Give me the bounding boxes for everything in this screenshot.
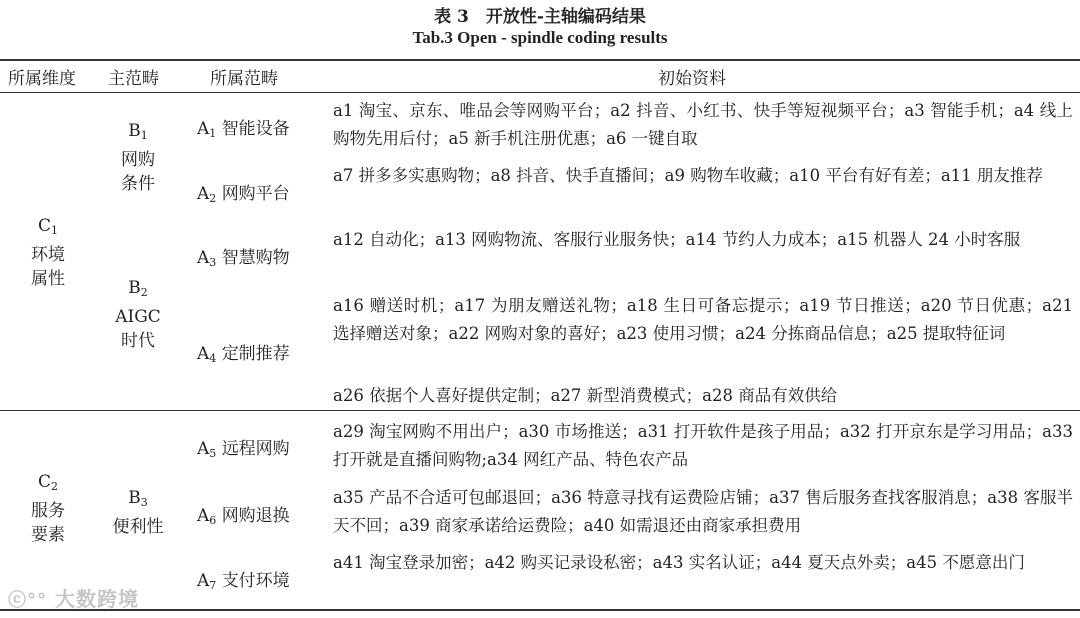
- header-category: 所属范畴: [210, 69, 278, 89]
- header-rule: [0, 92, 1080, 93]
- top-rule: [0, 59, 1080, 61]
- category-a6: $A_6$ 网购退换: [197, 506, 290, 527]
- raw-data-cell: a7 拼多多实惠购物；a8 抖音、快手直播间；a9 购物车收藏；a10 平台有好有差；a11 朋友推荐: [333, 166, 1043, 185]
- main-category-b2: $B_2$ AIGC 时代: [115, 278, 161, 351]
- dimension-c2: $C_2$ 服务 要素: [31, 472, 65, 545]
- bottom-rule: [0, 609, 1080, 611]
- dimension-c1: $C_1$ 环境 属性: [31, 216, 65, 289]
- category-a1: $A_1$ 智能设备: [197, 119, 290, 140]
- raw-data-cell: a35 产品不合适可包邮退回；a36 特意寻找有运费险店铺；a37 售后服务查找客服消息；a38 客服半天不回；a39 商家承诺给运费险；a40 如需退还由商家承担费用: [333, 488, 1073, 535]
- raw-data-cell: a16 赠送时机；a17 为朋友赠送礼物；a18 生日可备忘提示；a19 节日推送；a20 节日优惠；a21 选择赠送对象；a22 网购对象的喜好；a23 使用习惯；a24 分拣商品信息；a25 提取特征词: [333, 296, 1073, 343]
- header-main-category: 主范畴: [108, 69, 159, 89]
- table-title-cn: 表 3 开放性-主轴编码结果: [434, 7, 646, 27]
- category-a3: $A_3$ 智慧购物: [197, 248, 290, 269]
- watermark-logo: ⓒ°° 大数跨境: [8, 587, 139, 611]
- main-category-b1: $B_1$ 网购 条件: [121, 121, 155, 194]
- category-a7: $A_7$ 支付环境: [197, 571, 290, 592]
- raw-data-cell: a1 淘宝、京东、唯品会等网购平台；a2 抖音、小红书、快手等短视频平台；a3 智能手机；a4 线上购物先用后付；a5 新手机注册优惠；a6 一键自取: [333, 101, 1073, 148]
- raw-data-cell: a29 淘宝网购不用出户；a30 市场推送；a31 打开软件是孩子用品；a32 打开京东是学习用品；a33 打开就是直播间购物;a34 网红产品、特色农产品: [333, 422, 1073, 469]
- section-rule: [0, 410, 1080, 411]
- main-category-b3: $B_3$ 便利性: [112, 488, 164, 537]
- category-a5: $A_5$ 远程网购: [197, 439, 290, 460]
- category-a4: $A_4$ 定制推荐: [197, 344, 290, 365]
- raw-data-cell: a12 自动化；a13 网购物流、客服行业服务快；a14 节约人力成本；a15 机器人 24 小时客服: [333, 230, 1021, 249]
- category-a2: $A_2$ 网购平台: [197, 184, 290, 205]
- raw-data-cell: a41 淘宝登录加密；a42 购买记录设私密；a43 实名认证；a44 夏天点外卖；a45 不愿意出门: [333, 553, 1025, 572]
- raw-data-cell: a26 依据个人喜好提供定制；a27 新型消费模式；a28 商品有效供给: [333, 386, 838, 405]
- header-raw-data: 初始资料: [658, 69, 726, 89]
- table-title-en: Tab.3 Open - spindle coding results: [412, 28, 668, 47]
- header-dimension: 所属维度: [8, 69, 76, 89]
